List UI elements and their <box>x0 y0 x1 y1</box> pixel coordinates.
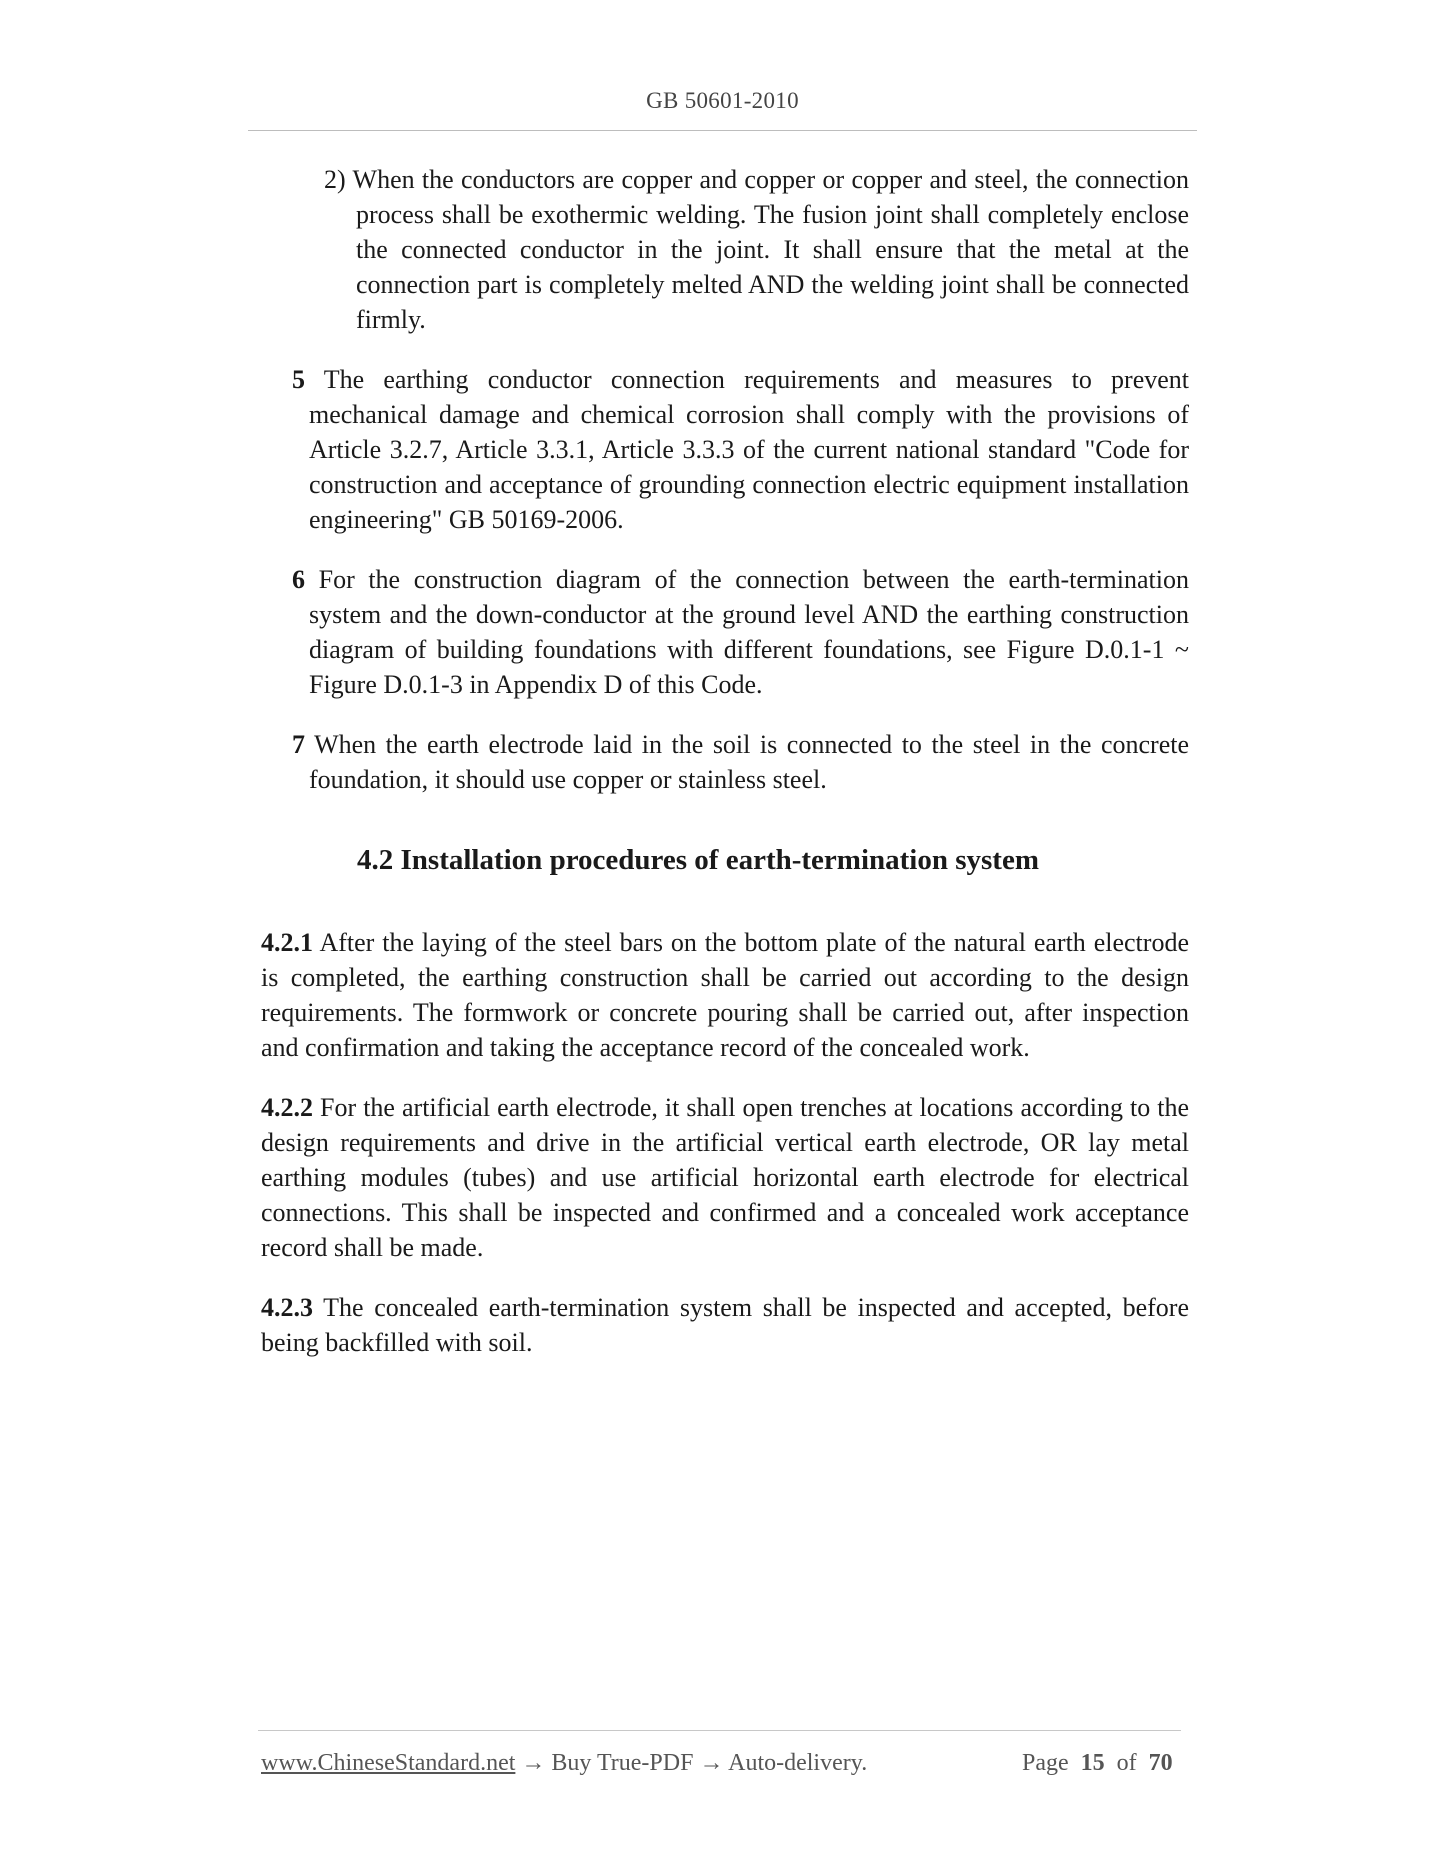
article-4-2-2 <box>261 1090 1189 1265</box>
section-heading: 4.2 Installation procedures of earth-termination system <box>357 844 1039 876</box>
sub-item-2-label: 2) <box>324 165 346 194</box>
page-indicator <box>1022 1750 1173 1777</box>
header-divider <box>248 130 1197 131</box>
article-4-2-1-number: 4.2.1 <box>261 928 313 957</box>
page-total: 70 <box>1148 1750 1173 1776</box>
page-label: Page <box>1022 1750 1069 1776</box>
sub-item-2 <box>324 162 1189 337</box>
page-number: 15 <box>1080 1750 1105 1776</box>
clause-5-number: 5 <box>292 365 305 394</box>
article-4-2-2-text: For the artificial earth electrode, it shall open trenches at locations according to the design requirements and drive in the artificial vertical earth electrode, OR lay metal earthing modules (tubes) and use artificial horizontal earth electrode for electrical connections. This shall be inspected and confirmed and a concealed work acceptance record shall be made. <box>261 1093 1190 1262</box>
article-4-2-3 <box>261 1290 1189 1360</box>
clause-7-text: When the earth electrode laid in the soil is connected to the steel in the concrete foundation, it should use copper or stainless steel. <box>309 730 1190 794</box>
of-label: of <box>1116 1750 1137 1776</box>
article-4-2-1-text: After the laying of the steel bars on the bottom plate of the natural earth electrode is completed, the earthing construction shall be carried out according to the design requirements. The formwork or concrete pouring shall be carried out, after inspection and confirmation and taking the acceptance record of the concealed work. <box>261 928 1189 1062</box>
clause-5 <box>292 362 1189 537</box>
clause-7-number: 7 <box>292 730 305 759</box>
article-4-2-3-number: 4.2.3 <box>261 1293 313 1322</box>
footer-promo-text: → Buy True-PDF → Auto-delivery. <box>521 1750 868 1776</box>
footer-divider <box>258 1730 1181 1731</box>
footer-site-link[interactable]: www.ChineseStandard.net <box>261 1750 516 1776</box>
article-4-2-3-text: The concealed earth-termination system shall be inspected and accepted, before being backfilled with soil. <box>261 1293 1189 1357</box>
page-header: GB 50601-2010 <box>646 88 799 113</box>
article-4-2-1 <box>261 925 1189 1065</box>
clause-6 <box>292 562 1189 702</box>
clause-5-text: The earthing conductor connection requirements and measures to prevent mechanical damage and chemical corrosion shall comply with the provisions of Article 3.2.7, Article 3.3.1, Article 3.3.3 of the current national standard "Code for construction and acceptance of grounding connection electric equipment installation engineering" GB 50169-2006. <box>309 365 1190 534</box>
footer-promo <box>261 1750 867 1777</box>
clause-6-text: For the construction diagram of the connection between the earth-termination system and the down-conductor at the ground level AND the earthing construction diagram of building foundations with different foundations, see Figure D.0.1-1 ~ Figure D.0.1-3 in Appendix D of this Code. <box>309 565 1189 699</box>
clause-7 <box>292 727 1189 797</box>
sub-item-2-text: When the conductors are copper and copper or copper and steel, the connection process shall be exothermic welding. The fusion joint shall completely enclose the connected conductor in the joint. It shall ensure that the metal at the connection part is completely melted AND the welding joint shall be connected firmly. <box>352 165 1190 334</box>
clause-6-number: 6 <box>292 565 305 594</box>
article-4-2-2-number: 4.2.2 <box>261 1093 313 1122</box>
